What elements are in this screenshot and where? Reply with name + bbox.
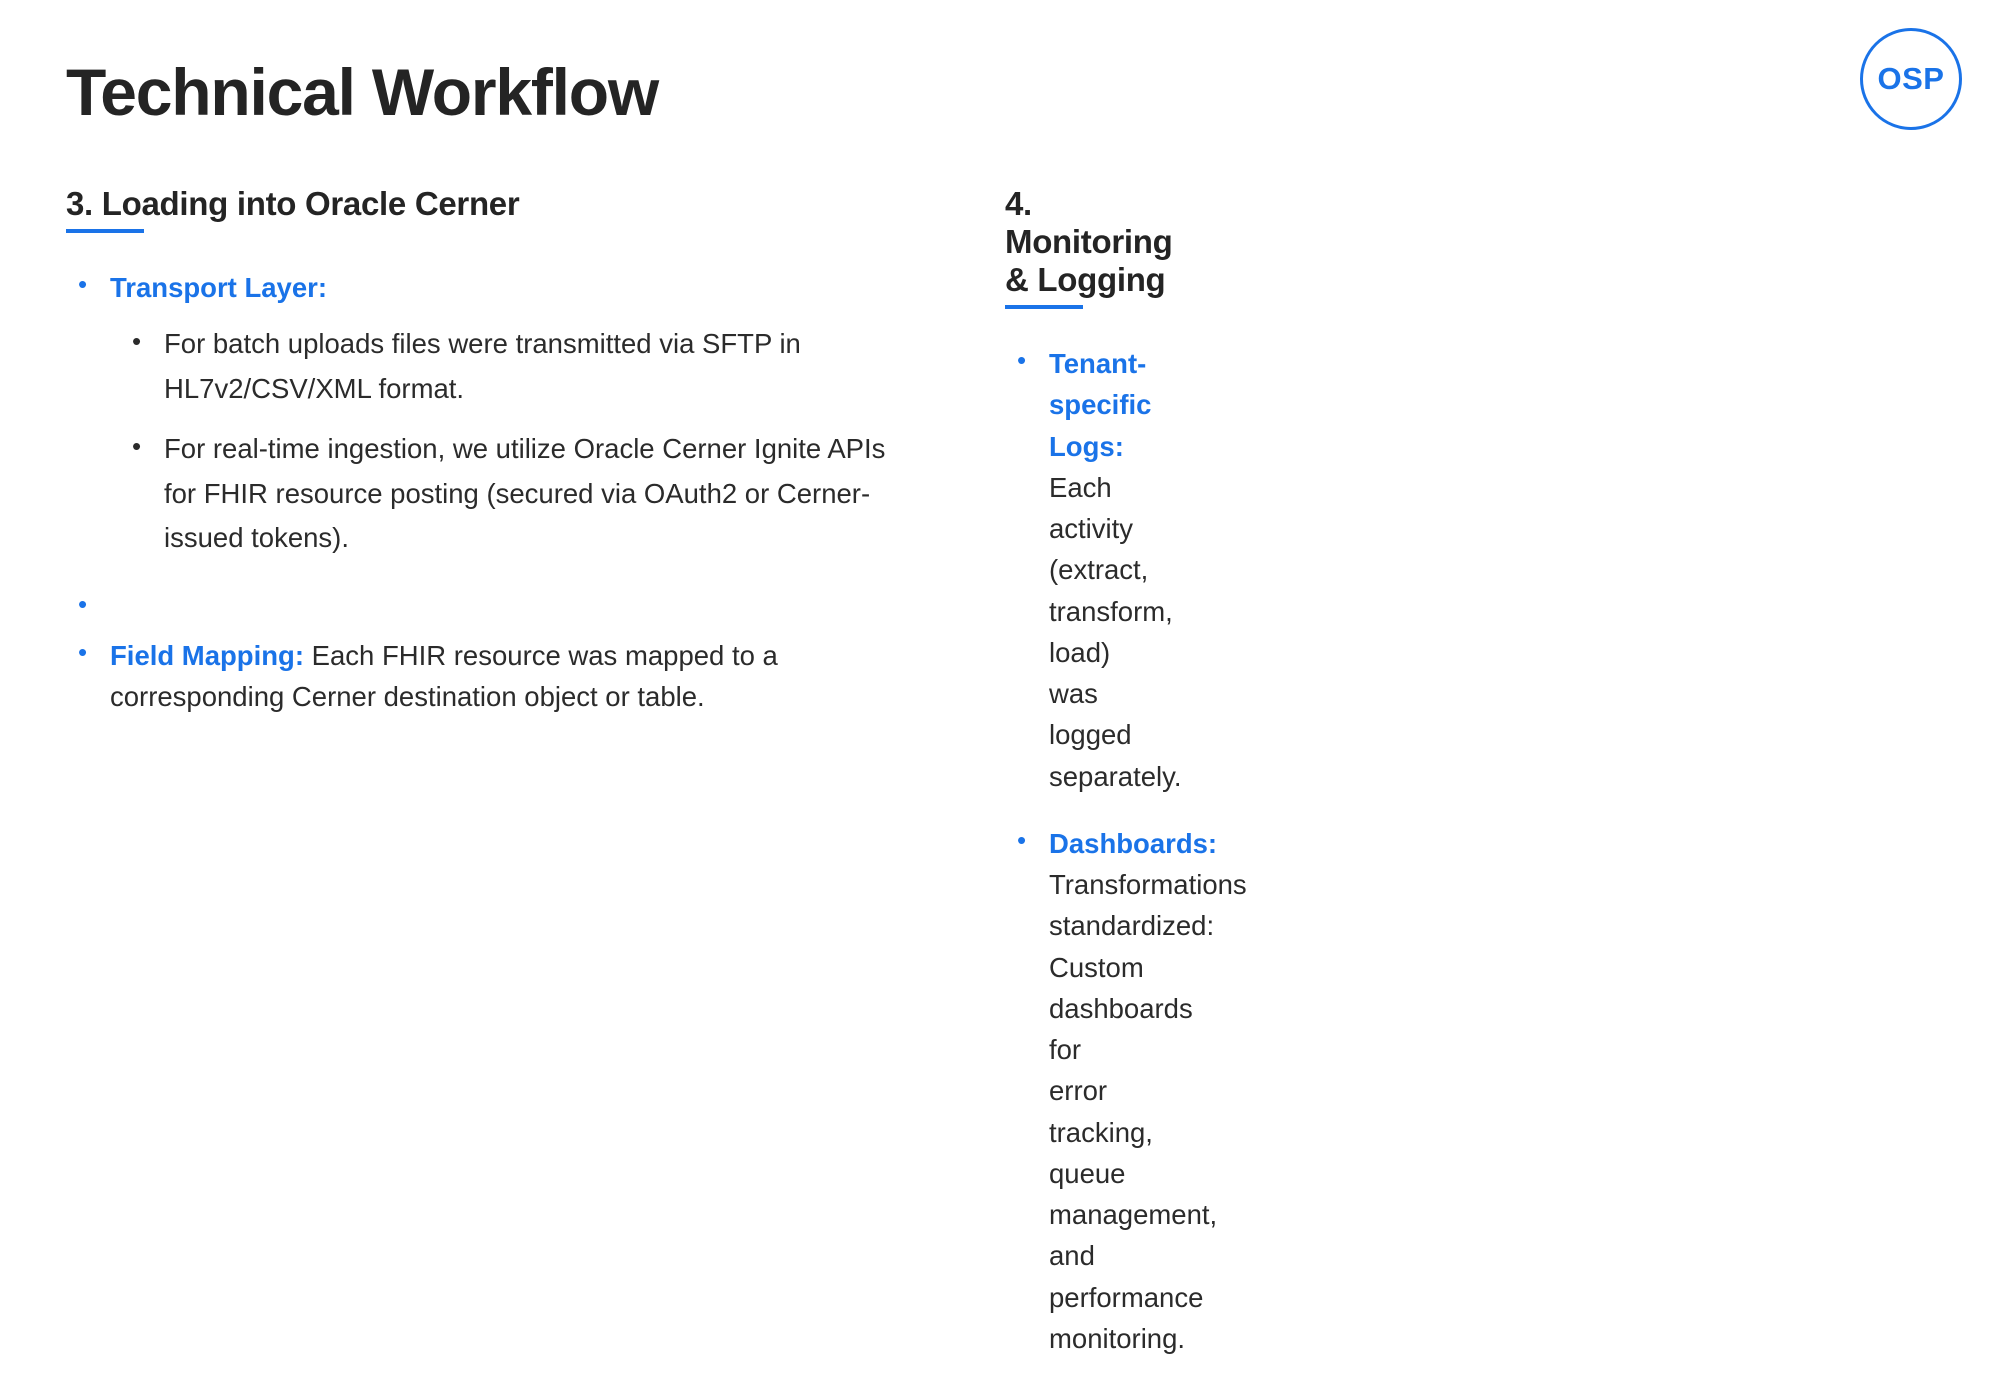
bullet-text: Each activity (extract, transform, load) was logged separately.	[1049, 471, 1182, 792]
spacer	[66, 587, 920, 635]
bullet-list-left	[66, 267, 920, 717]
list-item	[1005, 343, 1182, 797]
heading-underline-4	[1005, 305, 1083, 309]
list-item	[66, 267, 920, 561]
list-item	[66, 635, 920, 718]
bullet-lead: Transport Layer:	[110, 272, 328, 303]
section-heading-3: 3. Loading into Oracle Cerner	[66, 185, 520, 222]
bullet-lead: Dashboards:	[1049, 827, 1218, 859]
page-title: Technical Workflow	[66, 55, 659, 129]
sub-bullet-list	[110, 322, 920, 561]
list-item: • For batch uploads files were transmitted via SFTP in HL7v2/CSV/XML format.	[110, 322, 920, 411]
osp-logo	[1860, 28, 1962, 130]
bullet-lead: Field Mapping:	[110, 639, 305, 671]
bullet-text: Transformations standardized: Custom dashboards for error tracking, queue management, and performance monitoring.	[1049, 869, 1247, 1354]
list-item	[1005, 823, 1247, 1359]
logo-text: OSP	[1877, 61, 1945, 96]
list-item: • For real-time ingestion, we utilize Oracle Cerner Ignite APIs for FHIR resource posting (secured via OAuth2 or Cerner-issued tokens).	[110, 427, 920, 561]
bullet-text: Each FHIR resource was mapped to a corresponding Cerner destination object or table.	[110, 639, 778, 713]
section-heading-4: 4. Monitoring & Logging	[1005, 185, 1173, 298]
content-columns	[0, 185, 2000, 1385]
bullet-lead: Tenant-specific Logs:	[1049, 348, 1152, 462]
